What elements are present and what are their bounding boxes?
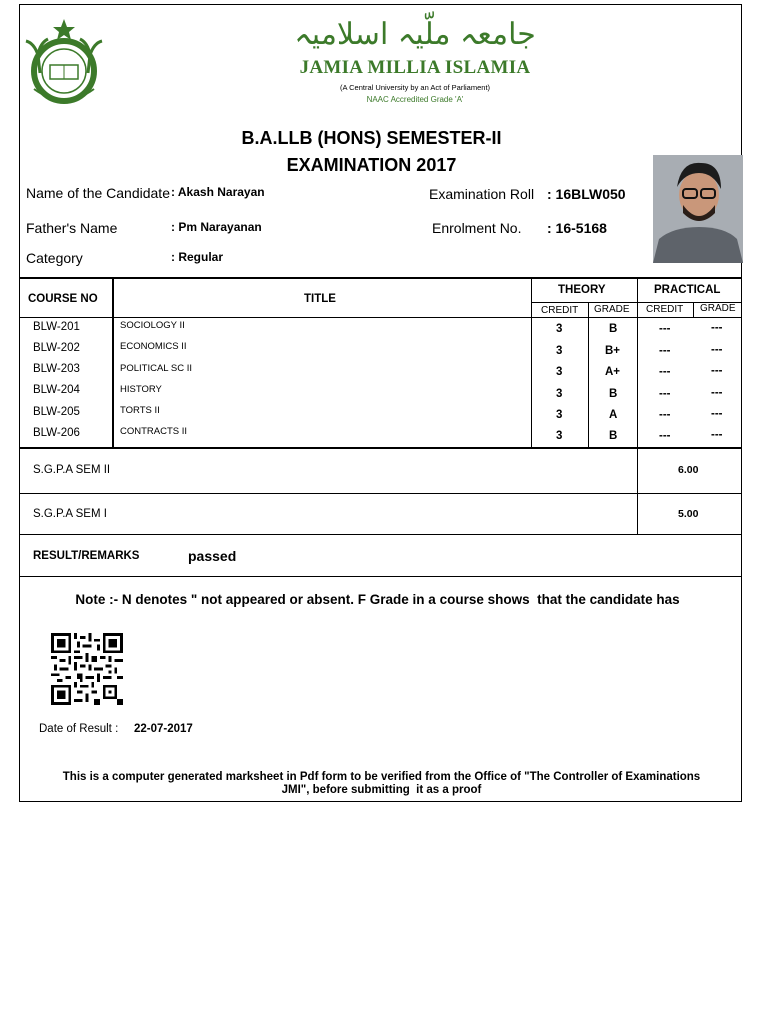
practical-credit: --- — [659, 388, 671, 400]
theory-credit: 3 — [556, 323, 563, 335]
divider — [588, 303, 589, 447]
practical-credit: --- — [659, 323, 671, 335]
theory-grade: A+ — [605, 366, 621, 378]
header-practical: PRACTICAL — [654, 284, 721, 296]
header-theory-grade: GRADE — [594, 304, 630, 315]
practical-grade: --- — [711, 387, 723, 399]
divider — [20, 534, 741, 535]
sgpa-sem2-label: S.G.P.A SEM II — [33, 464, 111, 476]
practical-credit: --- — [659, 430, 671, 442]
accreditation-text: NAAC Accredited Grade 'A' — [366, 95, 464, 104]
course-title: TORTS II — [120, 405, 160, 416]
footer-line-1: This is a computer generated marksheet in Pdf form to be verified from the Office of "The Controller of Examinations — [62, 771, 701, 783]
footer-line-2: JMI", before submitting it as a proof — [281, 784, 482, 796]
marksheet — [19, 4, 742, 802]
sgpa-sem2-value: 6.00 — [678, 464, 699, 476]
university-logo — [20, 15, 112, 107]
father-name-label: Father's Name — [26, 220, 118, 236]
header-theory: THEORY — [558, 284, 606, 296]
course-code: BLW-204 — [33, 384, 80, 396]
result-label: RESULT/REMARKS — [33, 550, 140, 562]
theory-credit: 3 — [556, 388, 563, 400]
practical-grade: --- — [711, 322, 723, 334]
divider — [693, 303, 694, 317]
practical-grade: --- — [711, 365, 723, 377]
divider — [112, 278, 114, 447]
divider — [20, 447, 741, 449]
candidate-name-label: Name of the Candidate — [26, 185, 170, 201]
date-value: 22-07-2017 — [134, 723, 193, 735]
father-name-value: : Pm Narayanan — [171, 220, 262, 234]
practical-grade: --- — [711, 429, 723, 441]
course-code: BLW-202 — [33, 342, 80, 354]
header-practical-grade: GRADE — [700, 303, 736, 314]
divider — [20, 493, 741, 494]
practical-grade: --- — [711, 344, 723, 356]
university-name: JAMIA MILLIA ISLAMIA — [299, 57, 531, 78]
date-label: Date of Result : — [39, 723, 119, 735]
course-title: CONTRACTS II — [120, 426, 188, 437]
theory-credit: 3 — [556, 430, 563, 442]
exam-title: B.A.LLB (HONS) SEMESTER-II — [241, 128, 502, 148]
divider — [637, 278, 638, 447]
divider — [637, 448, 638, 534]
course-code: BLW-201 — [33, 321, 80, 333]
note-text: Note :- N denotes " not appeared or absent. F Grade in a course shows that the candidate has — [75, 592, 680, 607]
enrolment-value: : 16-5168 — [547, 220, 607, 236]
header-title: TITLE — [304, 293, 336, 305]
practical-grade: --- — [711, 408, 723, 420]
header-practical-credit: CREDIT — [646, 304, 684, 315]
university-subtitle: (A Central University by an Act of Parliament) — [339, 83, 491, 92]
theory-credit: 3 — [556, 366, 563, 378]
practical-credit: --- — [659, 409, 671, 421]
theory-grade: A — [609, 409, 618, 421]
theory-grade: B — [609, 323, 618, 335]
exam-roll-value: : 16BLW050 — [547, 186, 626, 202]
course-code: BLW-203 — [33, 363, 80, 375]
result-value: passed — [188, 548, 237, 564]
course-code: BLW-206 — [33, 427, 80, 439]
divider — [20, 277, 741, 279]
course-code: BLW-205 — [33, 406, 80, 418]
course-title: ECONOMICS II — [120, 341, 187, 352]
category-value: : Regular — [171, 250, 224, 264]
course-title: POLITICAL SC II — [120, 363, 192, 374]
qr-code-icon — [49, 633, 125, 705]
enrolment-label: Enrolment No. — [432, 220, 522, 236]
theory-grade: B — [609, 430, 618, 442]
sgpa-sem1-value: 5.00 — [678, 508, 699, 520]
sgpa-sem1-label: S.G.P.A SEM I — [33, 508, 107, 520]
course-title: HISTORY — [120, 384, 162, 395]
header-theory-credit: CREDIT — [541, 305, 579, 316]
theory-grade: B+ — [605, 345, 621, 357]
exam-roll-label: Examination Roll — [429, 186, 535, 202]
candidate-name-value: : Akash Narayan — [171, 185, 265, 199]
theory-credit: 3 — [556, 345, 563, 357]
exam-year: EXAMINATION 2017 — [286, 155, 457, 175]
practical-credit: --- — [659, 366, 671, 378]
category-label: Category — [26, 250, 83, 266]
divider — [20, 317, 741, 318]
course-title: SOCIOLOGY II — [120, 320, 185, 331]
candidate-photo — [653, 155, 743, 263]
practical-credit: --- — [659, 345, 671, 357]
theory-grade: B — [609, 388, 618, 400]
divider — [531, 278, 532, 447]
university-name-urdu: جامعہ ملّیہ اسلامیہ — [294, 17, 536, 52]
theory-credit: 3 — [556, 409, 563, 421]
divider — [20, 576, 741, 577]
header-course-no: COURSE NO — [28, 293, 98, 305]
